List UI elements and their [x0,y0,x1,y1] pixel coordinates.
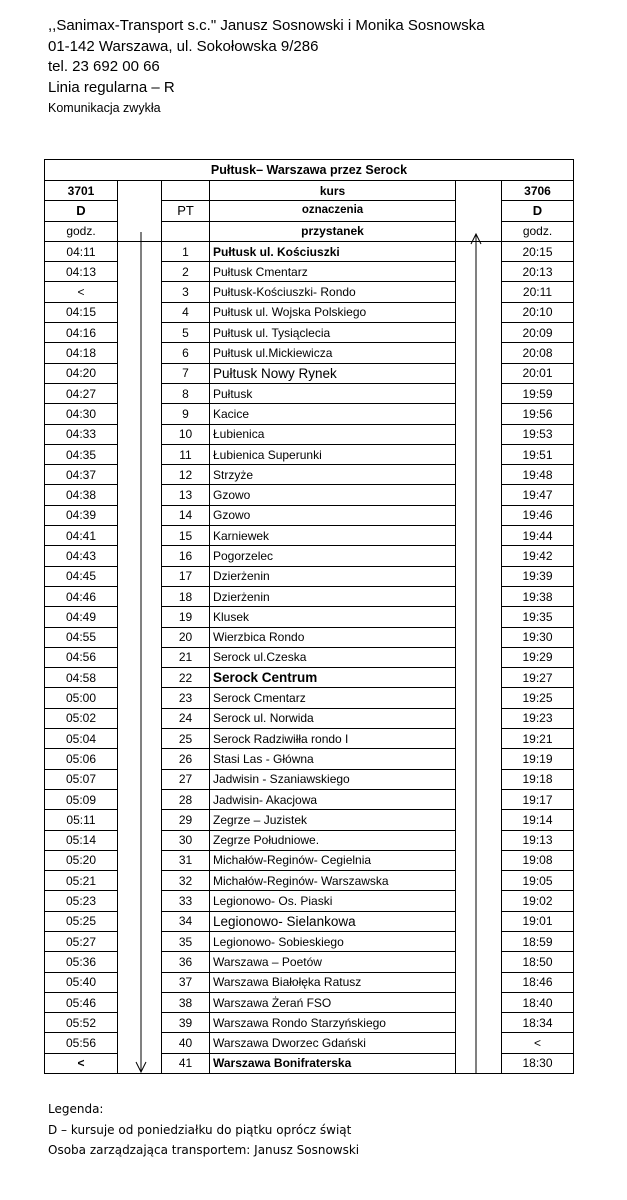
company-address: 01-142 Warszawa, ul. Sokołowska 9/286 [48,37,319,55]
departure-time-outbound: 04:16 [45,323,118,343]
table-row [45,465,574,485]
table-row [45,566,574,586]
stop-number: 29 [162,810,210,830]
stop-number: 16 [162,546,210,566]
departure-time-outbound: 04:13 [45,262,118,282]
stop-number: 10 [162,424,210,444]
kurs-label: kurs [210,181,456,201]
table-row [45,810,574,830]
departure-time-return: 19:30 [502,627,574,647]
table-row [45,952,574,972]
table-row [45,546,574,566]
departure-time-return: 19:08 [502,850,574,870]
departure-time-outbound: 05:27 [45,931,118,951]
departure-time-return: 19:46 [502,505,574,525]
stop-number: 11 [162,444,210,464]
stop-number: 15 [162,526,210,546]
stop-number: 20 [162,627,210,647]
stop-name: Pułtusk ul. Wojska Polskiego [210,302,456,322]
departure-time-outbound: 05:06 [45,749,118,769]
stop-name: Łubienica [210,424,456,444]
stop-number: 27 [162,769,210,789]
stop-number: 28 [162,789,210,809]
departure-time-outbound: 04:18 [45,343,118,363]
departure-time-outbound: 05:52 [45,1013,118,1033]
table-row [45,323,574,343]
departure-time-outbound: 04:55 [45,627,118,647]
departure-time-return: < [502,1033,574,1053]
course-left: 3701 [45,181,118,201]
table-row [45,668,574,688]
departure-time-return: 19:56 [502,404,574,424]
departure-time-return: 18:50 [502,952,574,972]
legend-manager: Osoba zarządzająca transportem: Janusz Sosnowski [48,1143,360,1157]
table-row [45,830,574,850]
departure-time-outbound: 05:25 [45,911,118,931]
stop-number: 41 [162,1053,210,1073]
stop-number: 37 [162,972,210,992]
departure-time-return: 20:10 [502,302,574,322]
departure-time-outbound: 04:58 [45,668,118,688]
table-row [45,749,574,769]
mark-right: D [502,201,574,221]
departure-time-outbound: 04:30 [45,404,118,424]
table-row [45,688,574,708]
course-right: 3706 [502,181,574,201]
stop-number: 35 [162,931,210,951]
stop-number: 33 [162,891,210,911]
departure-time-outbound: 04:37 [45,465,118,485]
departure-time-outbound: 04:43 [45,546,118,566]
stop-number: 23 [162,688,210,708]
departure-time-outbound: 05:11 [45,810,118,830]
legend [48,1099,359,1161]
departure-time-return: 19:18 [502,769,574,789]
departure-time-outbound: 05:09 [45,789,118,809]
stop-number: 26 [162,749,210,769]
departure-time-outbound: < [45,282,118,302]
mark-left: D [45,201,118,221]
table-row [45,343,574,363]
stop-name: Karniewek [210,526,456,546]
departure-time-outbound: 04:15 [45,302,118,322]
godz-left: godz. [45,221,118,241]
stop-number: 21 [162,647,210,667]
table-row [45,424,574,444]
table-row [45,769,574,789]
company-header [48,16,485,117]
table-row [45,262,574,282]
departure-time-return: 18:30 [502,1053,574,1073]
przystanek-label: przystanek [210,221,456,241]
stop-name: Legionowo- Sielankowa [210,911,456,931]
down-arrow-icon [134,232,148,1074]
departure-time-outbound: 04:38 [45,485,118,505]
departure-time-return: 19:14 [502,810,574,830]
table-row [45,444,574,464]
departure-time-outbound: 04:35 [45,444,118,464]
stop-number: 34 [162,911,210,931]
stop-name: Zegrze – Juzistek [210,810,456,830]
stop-name: Łubienica Superunki [210,444,456,464]
stop-number: 5 [162,323,210,343]
godz-right: godz. [502,221,574,241]
oznaczenia-label: oznaczenia [210,201,456,221]
departure-time-return: 19:53 [502,424,574,444]
stop-name: Serock Radziwiłła rondo I [210,729,456,749]
stop-name: Dzierżenin [210,586,456,606]
stop-number: 22 [162,668,210,688]
stop-name: Wierzbica Rondo [210,627,456,647]
departure-time-outbound: 04:33 [45,424,118,444]
departure-time-return: 20:15 [502,241,574,261]
stop-name: Jadwisin - Szaniawskiego [210,769,456,789]
departure-time-return: 18:40 [502,992,574,1012]
departure-time-return: 19:29 [502,647,574,667]
departure-time-outbound: 04:41 [45,526,118,546]
departure-time-outbound: 05:56 [45,1033,118,1053]
table-row [45,1033,574,1053]
stop-number: 1 [162,241,210,261]
pt-blank [162,221,210,241]
table-row [45,1053,574,1073]
departure-time-return: 19:51 [502,444,574,464]
departure-time-outbound: 04:11 [45,241,118,261]
stop-number: 12 [162,465,210,485]
departure-time-return: 20:08 [502,343,574,363]
stop-number: 13 [162,485,210,505]
departure-time-return: 19:35 [502,607,574,627]
table-row [45,627,574,647]
stop-name: Gzowo [210,505,456,525]
stop-name: Stasi Las - Główna [210,749,456,769]
departure-time-outbound: 05:00 [45,688,118,708]
departure-time-return: 19:48 [502,465,574,485]
departure-time-return: 19:19 [502,749,574,769]
table-row [45,485,574,505]
stop-name: Serock Centrum [210,668,456,688]
table-row [45,708,574,728]
departure-time-return: 19:59 [502,383,574,403]
stop-number: 7 [162,363,210,383]
stop-name: Warszawa Żerań FSO [210,992,456,1012]
company-name: ,,Sanimax-Transport s.c." Janusz Sosnowski i Monika Sosnowska [48,17,485,34]
departure-time-outbound: 05:14 [45,830,118,850]
stop-name: Dzierżenin [210,566,456,586]
stop-name: Legionowo- Sobieskiego [210,931,456,951]
stop-name: Pułtusk ul.Mickiewicza [210,343,456,363]
stop-name: Gzowo [210,485,456,505]
departure-time-return: 19:39 [502,566,574,586]
stop-number: 3 [162,282,210,302]
stop-number: 17 [162,566,210,586]
stop-number: 8 [162,383,210,403]
pt-header-blank [162,181,210,201]
departure-time-return: 19:23 [502,708,574,728]
departure-time-outbound: 04:27 [45,383,118,403]
departure-time-return: 19:13 [502,830,574,850]
table-row [45,1013,574,1033]
departure-time-outbound: 04:49 [45,607,118,627]
departure-time-return: 18:46 [502,972,574,992]
table-row [45,891,574,911]
departure-time-outbound: 04:56 [45,647,118,667]
stop-number: 39 [162,1013,210,1033]
departure-time-outbound: 05:46 [45,992,118,1012]
table-row [45,282,574,302]
departure-time-outbound: 05:20 [45,850,118,870]
line-type: Linia regularna – R [48,78,175,96]
departure-time-return: 20:01 [502,363,574,383]
departure-time-outbound: 04:46 [45,586,118,606]
stop-name: Pułtusk Nowy Rynek [210,363,456,383]
departure-time-return: 19:21 [502,729,574,749]
stop-name: Michałów-Reginów- Cegielnia [210,850,456,870]
company-phone: tel. 23 692 00 66 [48,58,160,75]
table-row [45,607,574,627]
table-row [45,404,574,424]
stop-number: 9 [162,404,210,424]
departure-time-return: 19:05 [502,871,574,891]
stop-name: Serock Cmentarz [210,688,456,708]
stop-number: 6 [162,343,210,363]
service-type: Komunikacja zwykła [48,101,161,115]
stop-name: Zegrze Południowe. [210,830,456,850]
stop-name: Michałów-Reginów- Warszawska [210,871,456,891]
legend-d-desc: D – kursuje od poniedziałku do piątku oprócz świąt [48,1122,352,1137]
table-row [45,992,574,1012]
stop-name: Warszawa – Poetów [210,952,456,972]
stop-name: Strzyże [210,465,456,485]
stop-number: 14 [162,505,210,525]
table-row [45,302,574,322]
stop-name: Warszawa Rondo Starzyńskiego [210,1013,456,1033]
departure-time-return: 19:25 [502,688,574,708]
departure-time-outbound: < [45,1053,118,1073]
table-row [45,789,574,809]
stop-name: Warszawa Dworzec Gdański [210,1033,456,1053]
table-row [45,729,574,749]
stop-name: Kacice [210,404,456,424]
departure-time-return: 19:47 [502,485,574,505]
stop-number: 38 [162,992,210,1012]
stop-number: 31 [162,850,210,870]
route-title: Pułtusk– Warszawa przez Serock [45,160,574,181]
stop-name: Legionowo- Os. Piaski [210,891,456,911]
departure-time-outbound: 04:45 [45,566,118,586]
up-arrow-icon [469,232,483,1074]
stop-number: 24 [162,708,210,728]
stop-name: Pułtusk ul. Tysiąclecia [210,323,456,343]
departure-time-return: 19:44 [502,526,574,546]
departure-time-return: 19:38 [502,586,574,606]
stop-name: Pułtusk [210,383,456,403]
stop-number: 19 [162,607,210,627]
stop-name: Pułtusk Cmentarz [210,262,456,282]
departure-time-outbound: 05:07 [45,769,118,789]
stop-number: 4 [162,302,210,322]
departure-time-return: 19:27 [502,668,574,688]
departure-time-return: 19:02 [502,891,574,911]
departure-time-return: 18:59 [502,931,574,951]
stop-name: Pułtusk ul. Kościuszki [210,241,456,261]
departure-time-outbound: 05:02 [45,708,118,728]
pt-label: PT [162,201,210,221]
stop-name: Warszawa Białołęka Ratusz [210,972,456,992]
departure-time-return: 19:01 [502,911,574,931]
table-row [45,363,574,383]
stop-number: 30 [162,830,210,850]
departure-time-return: 20:13 [502,262,574,282]
table-row [45,526,574,546]
departure-time-return: 19:42 [502,546,574,566]
table-row [45,871,574,891]
departure-time-outbound: 05:40 [45,972,118,992]
departure-time-outbound: 05:21 [45,871,118,891]
departure-time-return: 19:17 [502,789,574,809]
departure-time-outbound: 04:20 [45,363,118,383]
table-row [45,241,574,261]
table-row [45,586,574,606]
departure-time-return: 20:09 [502,323,574,343]
stop-number: 2 [162,262,210,282]
stop-name: Jadwisin- Akacjowa [210,789,456,809]
table-row [45,505,574,525]
table-row [45,972,574,992]
departure-time-outbound: 05:04 [45,729,118,749]
stop-number: 18 [162,586,210,606]
table-row [45,931,574,951]
table-row [45,850,574,870]
stop-number: 36 [162,952,210,972]
stop-name: Pułtusk-Kościuszki- Rondo [210,282,456,302]
stop-name: Warszawa Bonifraterska [210,1053,456,1073]
stop-name: Serock ul. Norwida [210,708,456,728]
stop-name: Klusek [210,607,456,627]
departure-time-outbound: 05:36 [45,952,118,972]
table-row [45,647,574,667]
departure-time-outbound: 05:23 [45,891,118,911]
departure-time-return: 18:34 [502,1013,574,1033]
table-row [45,383,574,403]
stop-number: 25 [162,729,210,749]
stop-number: 32 [162,871,210,891]
timetable [44,159,574,1074]
table-row [45,911,574,931]
departure-time-outbound: 04:39 [45,505,118,525]
stop-name: Serock ul.Czeska [210,647,456,667]
departure-time-return: 20:11 [502,282,574,302]
stop-number: 40 [162,1033,210,1053]
stop-name: Pogorzelec [210,546,456,566]
legend-title: Legenda: [48,1102,104,1116]
